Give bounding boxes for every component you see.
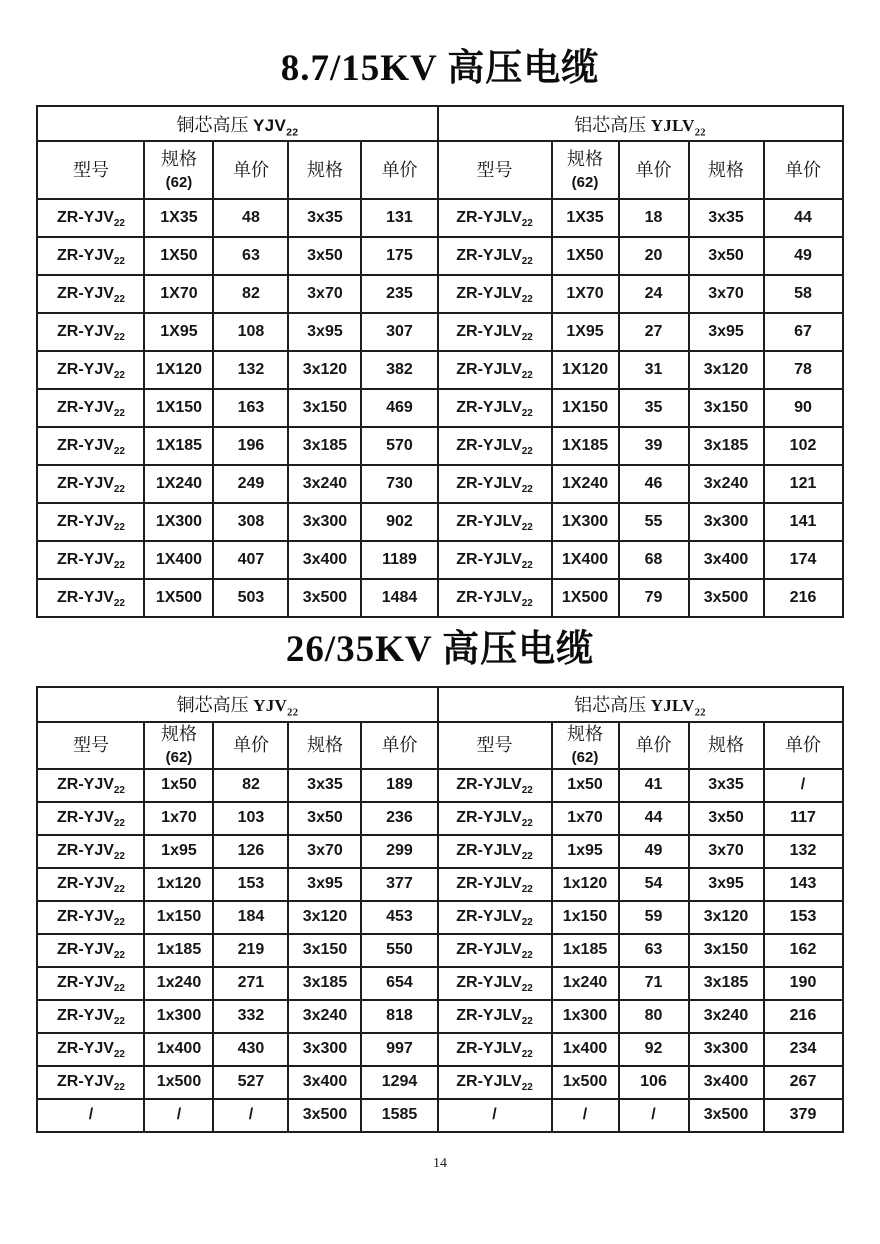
unit-price-62-cell: 132: [213, 351, 288, 389]
spec-62-cell: 1x300: [552, 1000, 619, 1033]
spec-62-cell: 1x70: [552, 802, 619, 835]
column-header: 规格: [288, 722, 361, 769]
unit-price-62-cell: 108: [213, 313, 288, 351]
spec-cell: 3x150: [288, 389, 361, 427]
unit-price-62-cell: 249: [213, 465, 288, 503]
spec-cell: 3x50: [288, 802, 361, 835]
spec-cell: 3x120: [288, 901, 361, 934]
spec-cell: 3x70: [288, 275, 361, 313]
column-header: 规格: [689, 141, 764, 199]
model-cell: $ZR-YJV_{22}$: [37, 275, 144, 313]
unit-price-cell: /: [764, 769, 843, 802]
spec-62-cell: 1X300: [552, 503, 619, 541]
model-cell: $ZR-YJLV_{22}$: [438, 199, 552, 237]
table-row: [37, 1066, 842, 1099]
column-header: 单价: [619, 722, 689, 769]
table-row: [37, 541, 842, 579]
section-title-26-35kv: 26/35KV 高压电缆: [285, 629, 595, 671]
group-header: 铜芯高压 $YJV_{22}$: [37, 106, 437, 141]
spec-cell: 3x120: [689, 351, 764, 389]
unit-price-62-cell: 55: [619, 503, 689, 541]
unit-price-62-cell: 35: [619, 389, 689, 427]
unit-price-62-cell: 332: [213, 1000, 288, 1033]
unit-price-62-cell: 68: [619, 541, 689, 579]
page-footer: [0, 1156, 880, 1172]
spec-cell: 3x185: [689, 427, 764, 465]
unit-price-cell: 1585: [361, 1099, 437, 1132]
unit-price-cell: 550: [361, 934, 437, 967]
spec-62-cell: 1X120: [552, 351, 619, 389]
unit-price-62-cell: 27: [619, 313, 689, 351]
table-row: [37, 237, 842, 275]
table-row: [37, 769, 842, 802]
section-title-8-7-15kv: 8.7/15KV 高压电缆: [280, 48, 600, 89]
column-header: 型号: [37, 722, 144, 769]
unit-price-cell: 131: [361, 199, 437, 237]
model-cell: $ZR-YJLV_{22}$: [438, 389, 552, 427]
spec-62-cell: 1x50: [552, 769, 619, 802]
group-header-row: [37, 106, 842, 141]
column-header: 单价: [213, 722, 288, 769]
table-row: [37, 351, 842, 389]
model-cell: $ZR-YJLV_{22}$: [438, 1033, 552, 1066]
table-row: [37, 934, 842, 967]
spec-cell: 3x300: [288, 1033, 361, 1066]
spec-cell: 3x185: [288, 427, 361, 465]
model-cell: $ZR-YJV_{22}$: [37, 868, 144, 901]
price-table-8-7-15kv: [36, 105, 843, 618]
model-cell: $ZR-YJV_{22}$: [37, 351, 144, 389]
unit-price-cell: 469: [361, 389, 437, 427]
spec-62-cell: 1X35: [552, 199, 619, 237]
unit-price-62-cell: 103: [213, 802, 288, 835]
model-cell: $ZR-YJLV_{22}$: [438, 1000, 552, 1033]
model-cell: /: [438, 1099, 552, 1132]
spec-62-cell: 1x500: [144, 1066, 213, 1099]
spec-cell: 3x120: [689, 901, 764, 934]
unit-price-62-cell: 54: [619, 868, 689, 901]
unit-price-cell: 49: [764, 237, 843, 275]
table-row: [37, 901, 842, 934]
spec-62-cell: 1x120: [552, 868, 619, 901]
unit-price-62-cell: 92: [619, 1033, 689, 1066]
model-cell: $ZR-YJV_{22}$: [37, 427, 144, 465]
column-header: 单价: [764, 722, 843, 769]
section-26-35kv: [0, 627, 880, 1133]
unit-price-cell: 162: [764, 934, 843, 967]
spec-cell: 3x95: [689, 868, 764, 901]
unit-price-62-cell: 71: [619, 967, 689, 1000]
unit-price-cell: 382: [361, 351, 437, 389]
spec-cell: 3x400: [288, 541, 361, 579]
unit-price-cell: 818: [361, 1000, 437, 1033]
group-header: 铜芯高压 $YJV_{22}$: [37, 687, 437, 722]
spec-cell: 3x300: [689, 503, 764, 541]
column-header-row: [37, 722, 842, 769]
unit-price-cell: 44: [764, 199, 843, 237]
spec-62-cell: 1x400: [552, 1033, 619, 1066]
unit-price-cell: 121: [764, 465, 843, 503]
table-row: [37, 868, 842, 901]
unit-price-cell: 78: [764, 351, 843, 389]
spec-cell: 3x500: [689, 1099, 764, 1132]
model-cell: $ZR-YJV_{22}$: [37, 465, 144, 503]
spec-62-cell: 1X150: [144, 389, 213, 427]
spec-62-cell: 1x120: [144, 868, 213, 901]
spec-cell: 3x400: [689, 1066, 764, 1099]
model-cell: $ZR-YJV_{22}$: [37, 503, 144, 541]
spec-cell: 3x35: [689, 199, 764, 237]
column-header: 规格 (62): [552, 141, 619, 199]
unit-price-62-cell: 106: [619, 1066, 689, 1099]
spec-62-cell: 1X185: [552, 427, 619, 465]
price-table-26-35kv: [36, 686, 843, 1133]
unit-price-62-cell: 126: [213, 835, 288, 868]
column-header: 型号: [438, 722, 552, 769]
spec-62-cell: 1X240: [552, 465, 619, 503]
unit-price-cell: 153: [764, 901, 843, 934]
model-cell: $ZR-YJLV_{22}$: [438, 802, 552, 835]
spec-cell: 3x35: [288, 769, 361, 802]
column-header: 规格: [288, 141, 361, 199]
model-cell: $ZR-YJLV_{22}$: [438, 275, 552, 313]
unit-price-cell: 1294: [361, 1066, 437, 1099]
group-header-row: [37, 687, 842, 722]
unit-price-62-cell: /: [619, 1099, 689, 1132]
model-cell: $ZR-YJLV_{22}$: [438, 967, 552, 1000]
spec-62-cell: 1X35: [144, 199, 213, 237]
unit-price-62-cell: 39: [619, 427, 689, 465]
spec-62-cell: 1X70: [552, 275, 619, 313]
unit-price-62-cell: 46: [619, 465, 689, 503]
model-cell: $ZR-YJLV_{22}$: [438, 427, 552, 465]
spec-62-cell: 1x185: [144, 934, 213, 967]
table-row: [37, 465, 842, 503]
model-cell: $ZR-YJV_{22}$: [37, 541, 144, 579]
column-header: 单价: [619, 141, 689, 199]
unit-price-cell: 132: [764, 835, 843, 868]
spec-cell: 3x70: [288, 835, 361, 868]
model-cell: $ZR-YJV_{22}$: [37, 934, 144, 967]
model-cell: /: [37, 1099, 144, 1132]
model-cell: $ZR-YJLV_{22}$: [438, 868, 552, 901]
unit-price-62-cell: 503: [213, 579, 288, 617]
unit-price-cell: 67: [764, 313, 843, 351]
unit-price-62-cell: 430: [213, 1033, 288, 1066]
unit-price-62-cell: 184: [213, 901, 288, 934]
unit-price-62-cell: 20: [619, 237, 689, 275]
model-cell: $ZR-YJV_{22}$: [37, 1000, 144, 1033]
spec-62-cell: 1X120: [144, 351, 213, 389]
spec-62-cell: 1x95: [144, 835, 213, 868]
spec-cell: 3x300: [288, 503, 361, 541]
spec-62-cell: 1X240: [144, 465, 213, 503]
spec-62-cell: 1X95: [144, 313, 213, 351]
spec-cell: 3x120: [288, 351, 361, 389]
column-header: 型号: [438, 141, 552, 199]
table-row: [37, 802, 842, 835]
table-row: [37, 1033, 842, 1066]
unit-price-cell: 307: [361, 313, 437, 351]
spec-62-cell: 1x95: [552, 835, 619, 868]
column-header: 型号: [37, 141, 144, 199]
unit-price-cell: 189: [361, 769, 437, 802]
unit-price-cell: 90: [764, 389, 843, 427]
model-cell: $ZR-YJV_{22}$: [37, 967, 144, 1000]
unit-price-cell: 997: [361, 1033, 437, 1066]
model-cell: $ZR-YJLV_{22}$: [438, 313, 552, 351]
unit-price-cell: 117: [764, 802, 843, 835]
spec-cell: 3x95: [689, 313, 764, 351]
unit-price-cell: 377: [361, 868, 437, 901]
spec-62-cell: 1X185: [144, 427, 213, 465]
unit-price-62-cell: 44: [619, 802, 689, 835]
spec-62-cell: /: [552, 1099, 619, 1132]
spec-cell: 3x240: [288, 1000, 361, 1033]
unit-price-62-cell: 63: [213, 237, 288, 275]
model-cell: $ZR-YJV_{22}$: [37, 389, 144, 427]
unit-price-cell: 216: [764, 579, 843, 617]
spec-62-cell: 1X400: [552, 541, 619, 579]
spec-cell: 3x50: [689, 802, 764, 835]
unit-price-cell: 570: [361, 427, 437, 465]
spec-62-cell: 1X500: [552, 579, 619, 617]
spec-cell: 3x185: [288, 967, 361, 1000]
spec-62-cell: 1x300: [144, 1000, 213, 1033]
model-cell: $ZR-YJV_{22}$: [37, 579, 144, 617]
unit-price-62-cell: /: [213, 1099, 288, 1132]
unit-price-62-cell: 24: [619, 275, 689, 313]
spec-62-cell: 1x240: [552, 967, 619, 1000]
spec-cell: 3x500: [689, 579, 764, 617]
table-row: [37, 1000, 842, 1033]
model-cell: $ZR-YJV_{22}$: [37, 1033, 144, 1066]
table-row: [37, 835, 842, 868]
unit-price-62-cell: 79: [619, 579, 689, 617]
model-cell: $ZR-YJLV_{22}$: [438, 769, 552, 802]
table-row: [37, 313, 842, 351]
spec-62-cell: 1X50: [144, 237, 213, 275]
unit-price-62-cell: 31: [619, 351, 689, 389]
unit-price-cell: 190: [764, 967, 843, 1000]
spec-62-cell: 1x150: [144, 901, 213, 934]
model-cell: $ZR-YJLV_{22}$: [438, 541, 552, 579]
model-cell: $ZR-YJLV_{22}$: [438, 934, 552, 967]
spec-62-cell: /: [144, 1099, 213, 1132]
spec-cell: 3x400: [689, 541, 764, 579]
column-header-row: [37, 141, 842, 199]
table-row: [37, 275, 842, 313]
model-cell: $ZR-YJLV_{22}$: [438, 503, 552, 541]
unit-price-cell: 1189: [361, 541, 437, 579]
spec-cell: 3x70: [689, 835, 764, 868]
table-row: [37, 579, 842, 617]
spec-cell: 3x300: [689, 1033, 764, 1066]
unit-price-cell: 141: [764, 503, 843, 541]
spec-cell: 3x240: [689, 465, 764, 503]
spec-62-cell: 1X300: [144, 503, 213, 541]
unit-price-cell: 1484: [361, 579, 437, 617]
model-cell: $ZR-YJLV_{22}$: [438, 237, 552, 275]
spec-cell: 3x35: [689, 769, 764, 802]
unit-price-62-cell: 407: [213, 541, 288, 579]
unit-price-cell: 234: [764, 1033, 843, 1066]
section-8-7-15kv: [0, 46, 880, 618]
unit-price-62-cell: 59: [619, 901, 689, 934]
column-header: 规格 (62): [552, 722, 619, 769]
spec-62-cell: 1X500: [144, 579, 213, 617]
unit-price-cell: 143: [764, 868, 843, 901]
spec-cell: 3x95: [288, 313, 361, 351]
unit-price-cell: 236: [361, 802, 437, 835]
model-cell: $ZR-YJLV_{22}$: [438, 579, 552, 617]
spec-62-cell: 1X95: [552, 313, 619, 351]
spec-cell: 3x35: [288, 199, 361, 237]
unit-price-62-cell: 41: [619, 769, 689, 802]
model-cell: $ZR-YJV_{22}$: [37, 802, 144, 835]
spec-62-cell: 1x500: [552, 1066, 619, 1099]
table-row: [37, 1099, 842, 1132]
unit-price-cell: 730: [361, 465, 437, 503]
spec-cell: 3x500: [288, 1099, 361, 1132]
model-cell: $ZR-YJV_{22}$: [37, 199, 144, 237]
unit-price-62-cell: 219: [213, 934, 288, 967]
unit-price-62-cell: 49: [619, 835, 689, 868]
unit-price-cell: 102: [764, 427, 843, 465]
model-cell: $ZR-YJV_{22}$: [37, 835, 144, 868]
unit-price-cell: 175: [361, 237, 437, 275]
model-cell: $ZR-YJLV_{22}$: [438, 1066, 552, 1099]
unit-price-cell: 299: [361, 835, 437, 868]
model-cell: $ZR-YJV_{22}$: [37, 313, 144, 351]
column-header: 规格 (62): [144, 722, 213, 769]
spec-cell: 3x240: [689, 1000, 764, 1033]
spec-cell: 3x150: [689, 389, 764, 427]
unit-price-cell: 58: [764, 275, 843, 313]
table-row: [37, 389, 842, 427]
model-cell: $ZR-YJLV_{22}$: [438, 901, 552, 934]
unit-price-cell: 379: [764, 1099, 843, 1132]
unit-price-cell: 453: [361, 901, 437, 934]
model-cell: $ZR-YJV_{22}$: [37, 1066, 144, 1099]
spec-cell: 3x150: [689, 934, 764, 967]
unit-price-62-cell: 153: [213, 868, 288, 901]
spec-62-cell: 1X150: [552, 389, 619, 427]
model-cell: $ZR-YJLV_{22}$: [438, 465, 552, 503]
spec-cell: 3x150: [288, 934, 361, 967]
spec-62-cell: 1x185: [552, 934, 619, 967]
spec-cell: 3x50: [689, 237, 764, 275]
table-row: [37, 503, 842, 541]
unit-price-cell: 174: [764, 541, 843, 579]
unit-price-62-cell: 48: [213, 199, 288, 237]
spec-cell: 3x50: [288, 237, 361, 275]
unit-price-62-cell: 196: [213, 427, 288, 465]
spec-62-cell: 1X70: [144, 275, 213, 313]
column-header: 单价: [764, 141, 843, 199]
model-cell: $ZR-YJV_{22}$: [37, 901, 144, 934]
unit-price-62-cell: 82: [213, 769, 288, 802]
unit-price-cell: 235: [361, 275, 437, 313]
unit-price-62-cell: 527: [213, 1066, 288, 1099]
spec-62-cell: 1x70: [144, 802, 213, 835]
spec-cell: 3x95: [288, 868, 361, 901]
unit-price-62-cell: 82: [213, 275, 288, 313]
unit-price-62-cell: 163: [213, 389, 288, 427]
table-row: [37, 427, 842, 465]
spec-cell: 3x400: [288, 1066, 361, 1099]
column-header: 单价: [361, 722, 437, 769]
model-cell: $ZR-YJLV_{22}$: [438, 835, 552, 868]
unit-price-cell: 902: [361, 503, 437, 541]
column-header: 单价: [361, 141, 437, 199]
spec-62-cell: 1x50: [144, 769, 213, 802]
unit-price-62-cell: 271: [213, 967, 288, 1000]
model-cell: $ZR-YJLV_{22}$: [438, 351, 552, 389]
unit-price-62-cell: 63: [619, 934, 689, 967]
column-header: 规格 (62): [144, 141, 213, 199]
spec-62-cell: 1X50: [552, 237, 619, 275]
spec-cell: 3x500: [288, 579, 361, 617]
unit-price-62-cell: 80: [619, 1000, 689, 1033]
spec-cell: 3x185: [689, 967, 764, 1000]
spec-62-cell: 1x240: [144, 967, 213, 1000]
spec-cell: 3x240: [288, 465, 361, 503]
column-header: 单价: [213, 141, 288, 199]
spec-62-cell: 1x400: [144, 1033, 213, 1066]
page-number: 14: [433, 1155, 447, 1171]
unit-price-62-cell: 308: [213, 503, 288, 541]
model-cell: $ZR-YJV_{22}$: [37, 237, 144, 275]
column-header: 规格: [689, 722, 764, 769]
spec-cell: 3x70: [689, 275, 764, 313]
group-header: 铝芯高压 $YJLV_{22}$: [438, 687, 843, 722]
unit-price-cell: 267: [764, 1066, 843, 1099]
unit-price-62-cell: 18: [619, 199, 689, 237]
unit-price-cell: 654: [361, 967, 437, 1000]
model-cell: $ZR-YJV_{22}$: [37, 769, 144, 802]
unit-price-cell: 216: [764, 1000, 843, 1033]
table-row: [37, 199, 842, 237]
table-row: [37, 967, 842, 1000]
group-header: 铝芯高压 $YJLV_{22}$: [438, 106, 843, 141]
spec-62-cell: 1x150: [552, 901, 619, 934]
spec-62-cell: 1X400: [144, 541, 213, 579]
